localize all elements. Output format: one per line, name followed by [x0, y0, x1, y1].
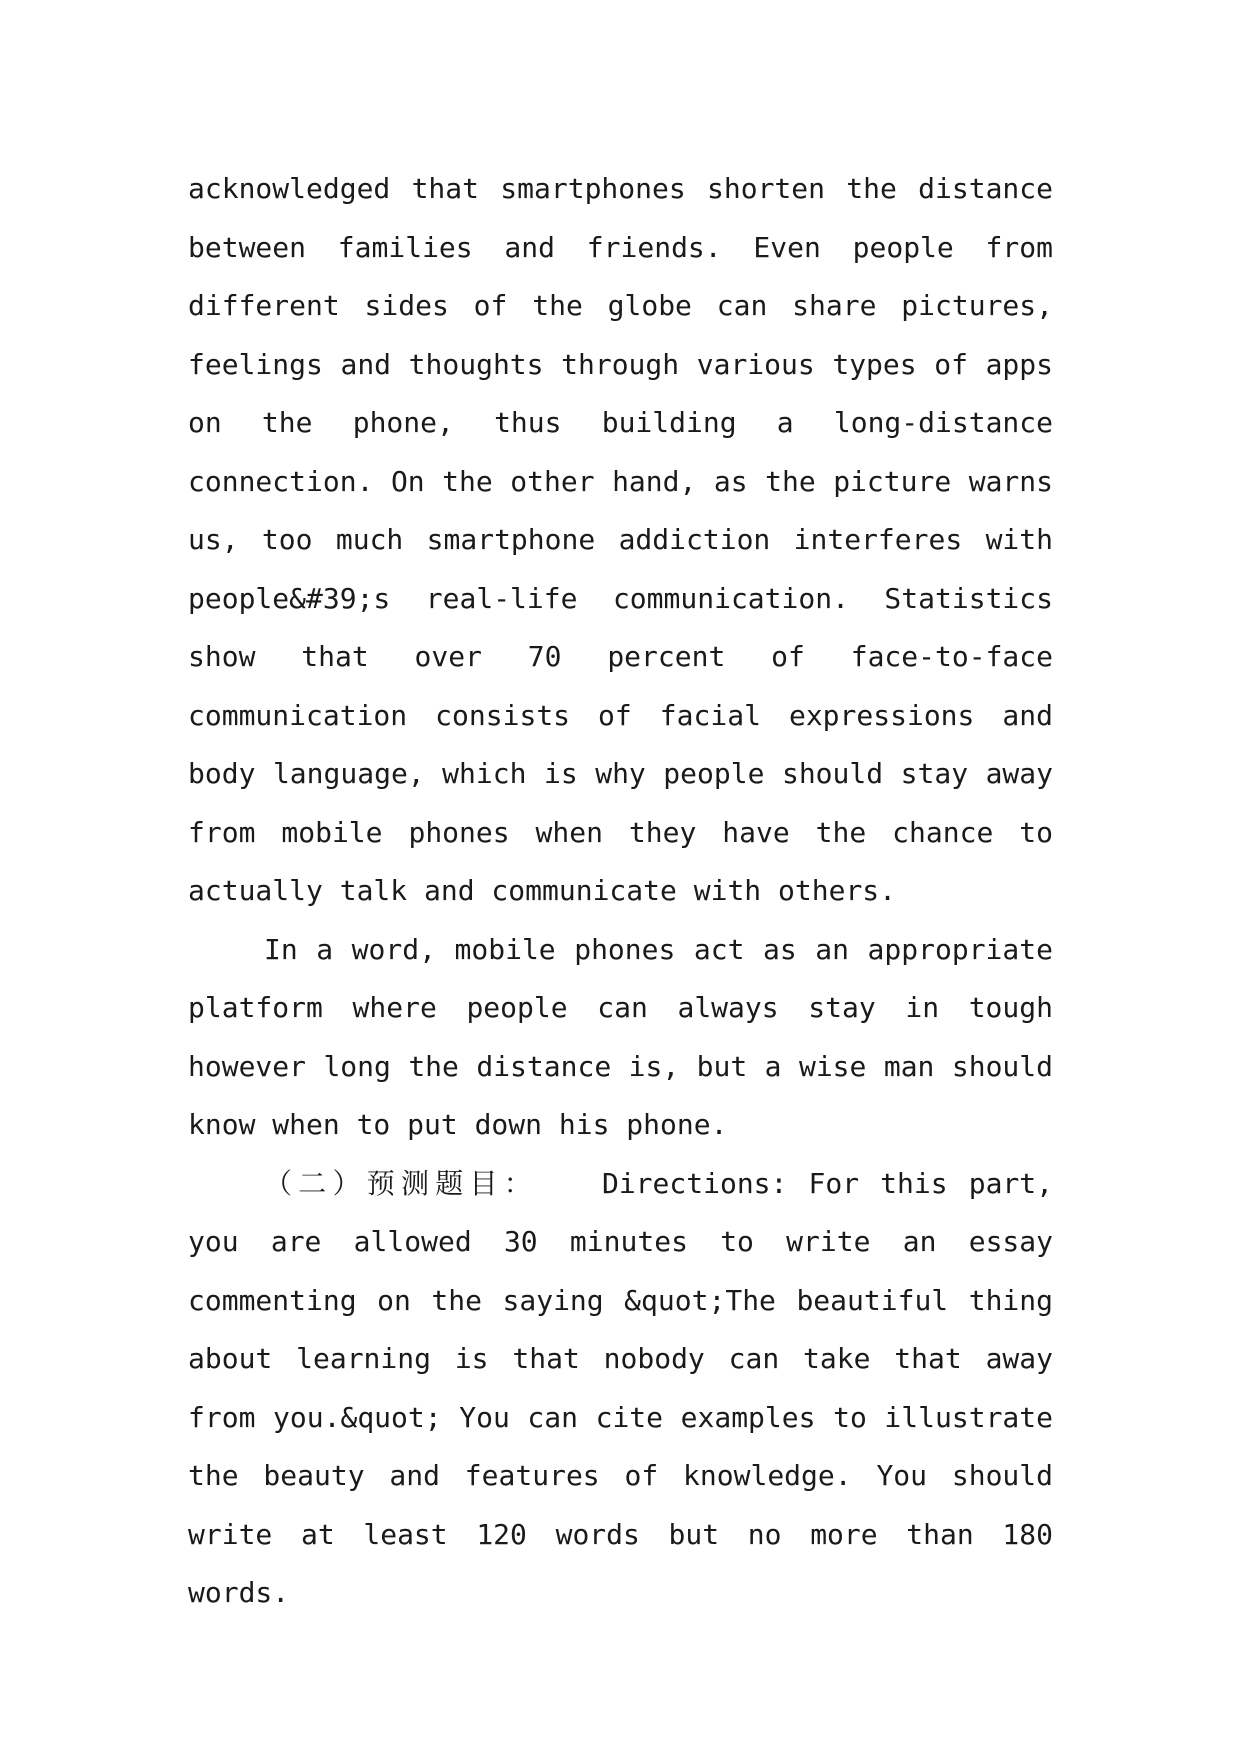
- directions-text: Directions: For this part, you are allowed 30 minutes to write an essay commenting on the saying &quot;The beautiful thing about learning is that nobody can take that away from you.&quot; You can cite examples to illustrate the beauty and features of knowledge. You should write at least 120 words but no more than 180 words.: [188, 1166, 1053, 1609]
- paragraph-smartphone-effects: acknowledged that smartphones shorten the distance between families and friends. Even people from different sides of the globe can share pictures, feelings and thoughts through various types of apps on the phone, thus building a long-distance connection. On the other hand, as the picture warns us, too much smartphone addiction interferes with people&#39;s real-life communication. Statistics show that over 70 percent of face-to-face communication consists of facial expressions and body language, which is why people should stay away from mobile phones when they have the chance to actually talk and communicate with others.: [188, 172, 1053, 907]
- prediction-heading: （二）预测题目：: [264, 1166, 538, 1200]
- paragraph-conclusion: In a word, mobile phones act as an appropriate platform where people can always stay in tough however long the distance is, but a wise man should know when to put down his phone.: [188, 932, 1053, 1141]
- essay-text: [188, 160, 1053, 1623]
- paragraph-prediction-topic: [188, 1155, 1053, 1623]
